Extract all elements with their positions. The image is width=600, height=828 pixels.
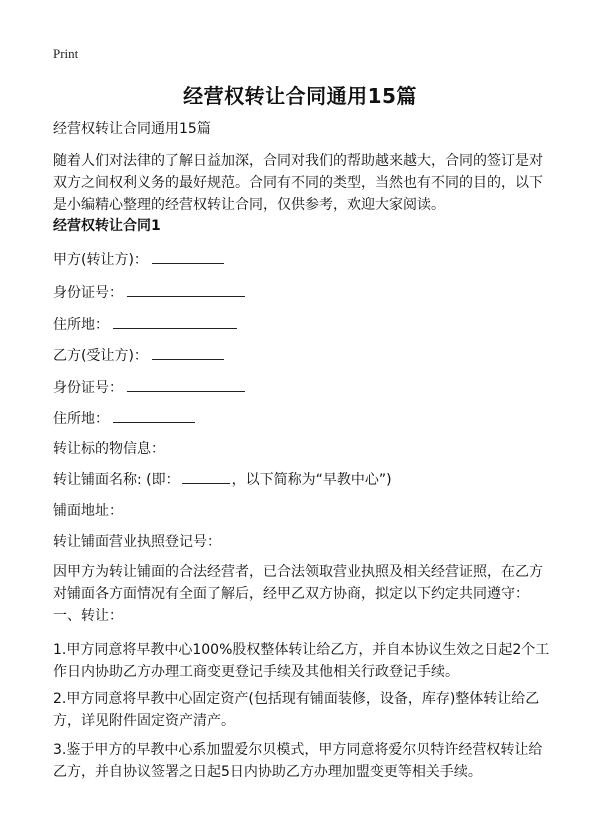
clause-3: 3.鉴于甲方的早教中心系加盟爱尔贝模式，甲方同意将爱尔贝特许经营权转让给乙方，并自协议签署之日起5日内协助乙方办理加盟变更等相关手续。 xyxy=(53,742,543,780)
subject-info: 转让标的物信息： xyxy=(53,441,165,457)
id-a-label: 身份证号： xyxy=(53,285,123,301)
id-a-field xyxy=(53,282,553,304)
print-link[interactable]: Print xyxy=(53,46,79,61)
shop-address: 铺面地址： xyxy=(53,503,123,519)
shop-name-blank xyxy=(182,469,230,484)
section-title: 经营权转让合同1 xyxy=(53,218,161,234)
clause-2: 2.甲方同意将早教中心固定资产(包括现有铺面装修，设备，库存)整体转让给乙方，详见附件固定资产清产。 xyxy=(53,691,540,729)
preamble-paragraph: 因甲方为转让铺面的合法经营者，已合法领取营业执照及相关经营证照，在乙方对铺面各方面情况有全面了解后，经甲乙双方协商，拟定以下约定共同遵守： xyxy=(53,564,543,602)
party-a-blank xyxy=(152,249,224,264)
license-number: 转让铺面营业执照登记号： xyxy=(53,534,221,550)
shop-name-prefix: 转让铺面名称: (即： xyxy=(53,472,180,488)
id-a-blank xyxy=(127,282,245,297)
address-b-label: 住所地： xyxy=(53,411,109,427)
party-a-label: 甲方(转让方)： xyxy=(53,252,148,268)
party-b-label: 乙方(受让方)： xyxy=(53,348,148,364)
id-b-label: 身份证号： xyxy=(53,380,123,396)
party-b-blank xyxy=(152,345,224,360)
party-a-field xyxy=(53,249,553,271)
clause-heading: 一、转让： xyxy=(53,608,123,624)
address-a-label: 住所地： xyxy=(53,317,109,333)
id-b-field xyxy=(53,377,553,399)
document-title: 经营权转让合同通用15篇 xyxy=(183,84,417,108)
address-b-blank xyxy=(113,408,195,423)
shop-name-suffix: ，以下简称为“早教中心”) xyxy=(231,472,392,488)
address-b-field xyxy=(53,408,553,430)
shop-name-line xyxy=(53,469,553,491)
address-a-blank xyxy=(113,314,237,329)
clause-1: 1.甲方同意将早教中心100%股权整体转让给乙方，并自本协议生效之日起2个工作日内协助乙方办理工商变更登记手续及其他相关行政登记手续。 xyxy=(53,642,550,680)
document-subtitle: 经营权转让合同通用15篇 xyxy=(53,121,211,137)
intro-paragraph: 随着人们对法律的了解日益加深，合同对我们的帮助越来越大，合同的签订是对双方之间权利义务的最好规范。合同有不同的类型，当然也有不同的目的，以下是小编精心整理的经营权转让合同，仅供参考，欢迎大家阅读。 xyxy=(53,153,543,213)
party-b-field xyxy=(53,345,553,367)
address-a-field xyxy=(53,314,553,336)
id-b-blank xyxy=(127,377,245,392)
